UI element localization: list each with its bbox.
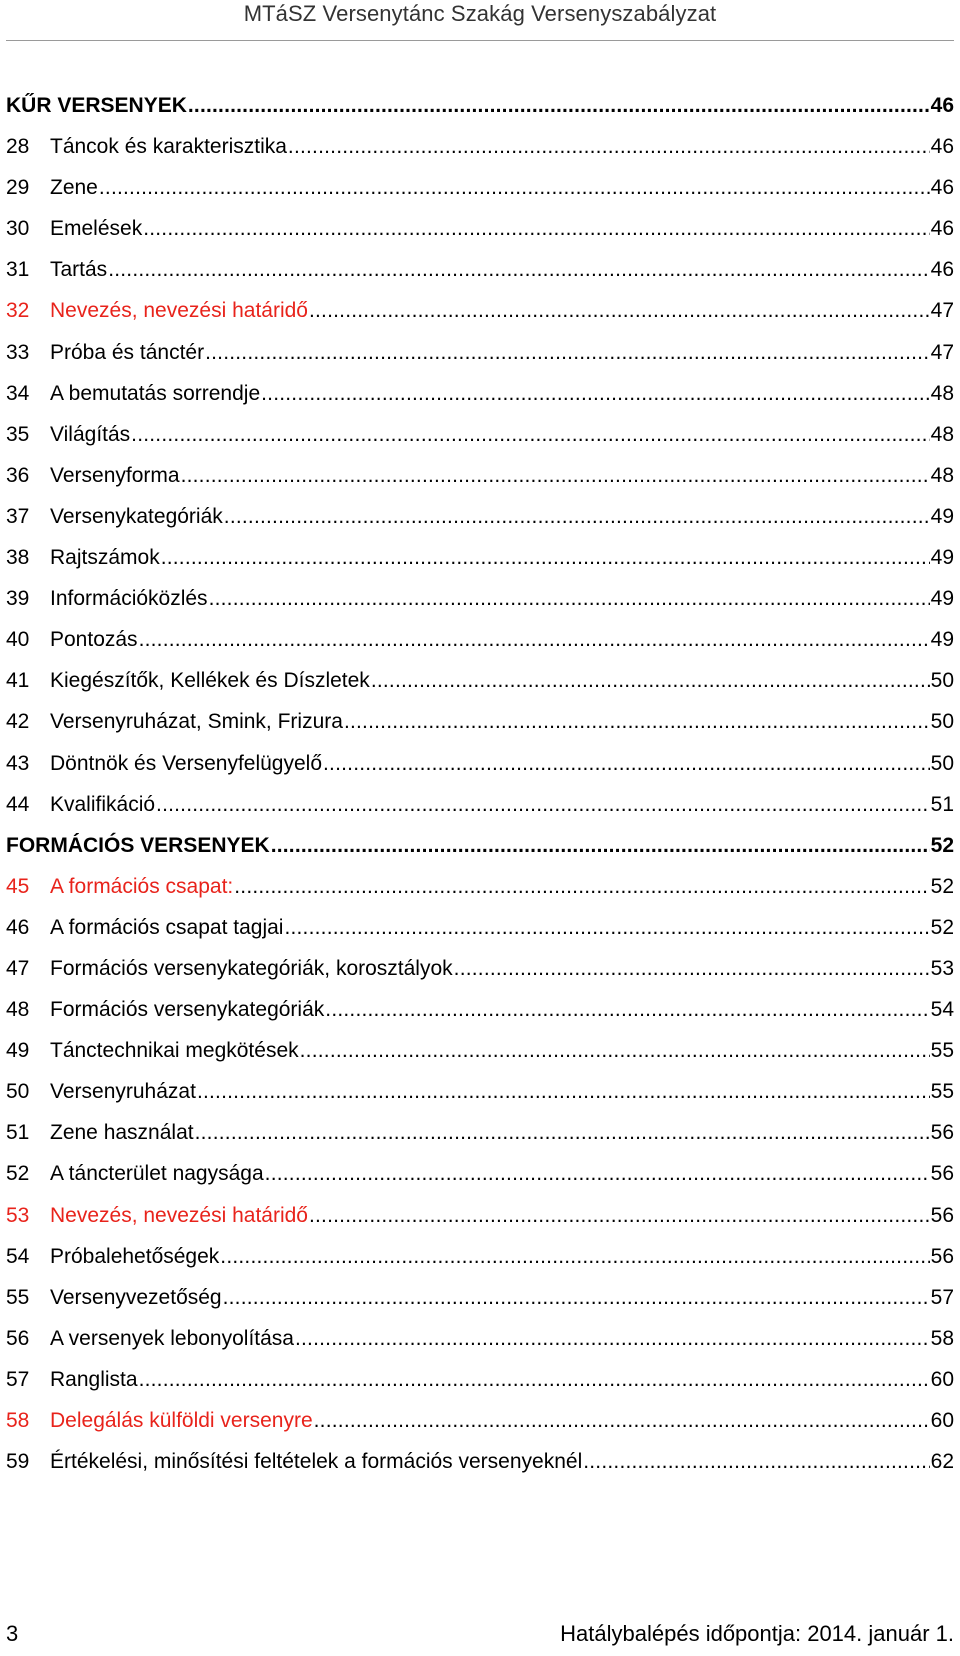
- toc-entry-number: 49: [6, 1039, 30, 1063]
- toc-entry-title: Világítás: [50, 422, 131, 446]
- toc-entry-page-number: 46: [930, 94, 954, 117]
- toc-entry[interactable]: [6, 290, 954, 331]
- toc-entry-number: 42: [6, 710, 30, 734]
- toc-entry[interactable]: [6, 1318, 954, 1359]
- toc-entry-title: Delegálás külföldi versenyre: [50, 1409, 313, 1432]
- toc-entry-title: Versenyruházat: [50, 1080, 196, 1104]
- toc-entry[interactable]: [6, 578, 954, 619]
- toc-entry[interactable]: [6, 907, 954, 948]
- toc-entry-title: Értékelési, minősítési feltételek a formációs versenyeknél: [50, 1450, 583, 1474]
- toc-entry-number: 48: [6, 998, 30, 1022]
- dot-leader: [271, 825, 930, 866]
- toc-entry-title: Versenyforma: [50, 463, 180, 487]
- page-number: 3: [6, 1621, 19, 1646]
- toc-entry-page-number: 46: [930, 135, 954, 159]
- toc-entry[interactable]: [6, 1236, 954, 1277]
- toc-entry-page-number: 46: [930, 258, 954, 282]
- toc-entry-title: Ranglista: [50, 1367, 138, 1391]
- toc-entry-title: Pontozás: [50, 628, 138, 652]
- toc-entry[interactable]: [6, 1195, 954, 1236]
- toc-entry-title: Versenyruházat, Smink, Frizura: [50, 710, 343, 734]
- toc-entry-page-number: 49: [930, 504, 954, 528]
- toc-entry[interactable]: [6, 1153, 954, 1194]
- toc-entry-page-number: 52: [930, 874, 954, 898]
- dot-leader: [181, 455, 930, 496]
- toc-entry-number: 44: [6, 792, 30, 816]
- toc-entry-page-number: 53: [930, 956, 954, 980]
- table-of-contents: [6, 85, 954, 1482]
- dot-leader: [131, 414, 929, 455]
- toc-entry[interactable]: [6, 373, 954, 414]
- toc-entry-title: Versenykategóriák: [50, 504, 223, 528]
- toc-entry-number: 58: [6, 1409, 30, 1432]
- toc-entry-title: Tánctechnikai megkötések: [50, 1039, 299, 1063]
- toc-entry-number: 36: [6, 463, 30, 487]
- toc-entry-title: Formációs versenykategóriák: [50, 998, 325, 1022]
- toc-entry-page-number: 56: [930, 1121, 954, 1145]
- toc-entry[interactable]: [6, 1441, 954, 1482]
- page-footer: [6, 1621, 954, 1647]
- dot-leader: [309, 1195, 930, 1236]
- toc-entry-number: 45: [6, 874, 30, 898]
- dot-leader: [265, 1153, 930, 1194]
- dot-leader: [139, 1359, 930, 1400]
- dot-leader: [220, 1236, 929, 1277]
- toc-entry[interactable]: [6, 743, 954, 784]
- toc-entry-number: 51: [6, 1121, 30, 1145]
- toc-entry-page-number: 49: [930, 546, 954, 570]
- toc-entry-title: Kvalifikáció: [50, 792, 156, 816]
- effective-date: Hatálybalépés időpontja: 2014. január 1.: [560, 1621, 954, 1646]
- toc-entry-page-number: 52: [930, 833, 954, 857]
- toc-entry[interactable]: [6, 1277, 954, 1318]
- toc-entry[interactable]: [6, 332, 954, 373]
- toc-entry-page-number: 56: [930, 1162, 954, 1186]
- toc-entry-page-number: 48: [930, 381, 954, 405]
- toc-entry-title: Nevezés, nevezési határidő: [50, 299, 308, 323]
- toc-entry-number: 47: [6, 956, 30, 980]
- toc-entry-title: A bemutatás sorrendje: [50, 381, 261, 405]
- toc-entry-number: 39: [6, 587, 30, 611]
- toc-entry-page-number: 49: [930, 587, 954, 611]
- toc-entry-page-number: 56: [930, 1244, 954, 1268]
- toc-entry[interactable]: [6, 660, 954, 701]
- dot-leader: [156, 784, 930, 825]
- toc-entry-title: KŰR VERSENYEK: [6, 94, 187, 117]
- toc-entry-number: 30: [6, 217, 30, 241]
- toc-entry-page-number: 55: [930, 1080, 954, 1104]
- toc-entry-number: 38: [6, 546, 30, 570]
- toc-entry-number: 46: [6, 915, 30, 939]
- toc-entry[interactable]: [6, 208, 954, 249]
- dot-leader: [300, 1030, 930, 1071]
- header-divider: [6, 40, 954, 41]
- toc-entry-title: Információközlés: [50, 587, 208, 611]
- dot-leader: [224, 496, 930, 537]
- toc-entry-page-number: 49: [930, 628, 954, 652]
- toc-entry-title: Próba és tánctér: [50, 340, 205, 364]
- dot-leader: [209, 578, 930, 619]
- toc-entry[interactable]: [6, 1400, 954, 1441]
- dot-leader: [108, 249, 929, 290]
- toc-entry-number: 32: [6, 299, 30, 323]
- dot-leader: [261, 373, 930, 414]
- toc-entry[interactable]: [6, 619, 954, 660]
- toc-entry[interactable]: [6, 126, 954, 167]
- dot-leader: [314, 1400, 930, 1441]
- toc-entry-page-number: 46: [930, 217, 954, 241]
- dot-leader: [161, 537, 930, 578]
- toc-entry-title: Táncok és karakterisztika: [50, 135, 287, 159]
- toc-entry-title: Tartás: [50, 258, 108, 282]
- toc-entry[interactable]: [6, 414, 954, 455]
- dot-leader: [197, 1071, 930, 1112]
- toc-entry-title: A versenyek lebonyolítása: [50, 1326, 294, 1350]
- toc-entry-title: Kiegészítők, Kellékek és Díszletek: [50, 669, 370, 693]
- toc-entry-page-number: 48: [930, 463, 954, 487]
- dot-leader: [295, 1318, 930, 1359]
- toc-entry-number: 56: [6, 1326, 30, 1350]
- toc-entry[interactable]: [6, 455, 954, 496]
- dot-leader: [325, 989, 929, 1030]
- dot-leader: [188, 85, 930, 126]
- dot-leader: [143, 208, 929, 249]
- toc-entry-page-number: 47: [930, 340, 954, 364]
- page-header: [0, 1, 960, 27]
- toc-entry[interactable]: [6, 1112, 954, 1153]
- toc-entry-page-number: 51: [930, 792, 954, 816]
- toc-section-heading[interactable]: [6, 825, 954, 866]
- toc-entry-title: Emelések: [50, 217, 143, 241]
- toc-entry[interactable]: [6, 537, 954, 578]
- toc-entry-number: 57: [6, 1367, 30, 1391]
- toc-entry-page-number: 50: [930, 710, 954, 734]
- dot-leader: [454, 948, 930, 989]
- toc-entry-title: Versenyvezetőség: [50, 1285, 222, 1309]
- toc-entry-number: 55: [6, 1285, 30, 1309]
- toc-entry[interactable]: [6, 496, 954, 537]
- toc-entry-number: 40: [6, 628, 30, 652]
- toc-entry[interactable]: [6, 1030, 954, 1071]
- dot-leader: [234, 866, 929, 907]
- dot-leader: [223, 1277, 930, 1318]
- toc-entry-title: Formációs versenykategóriák, korosztályok: [50, 956, 453, 980]
- toc-entry-number: 54: [6, 1244, 30, 1268]
- toc-entry-title: Nevezés, nevezési határidő: [50, 1203, 308, 1227]
- toc-entry-number: 34: [6, 381, 30, 405]
- toc-entry-number: 33: [6, 340, 30, 364]
- toc-entry-title: Zene használat: [50, 1121, 194, 1145]
- dot-leader: [323, 743, 930, 784]
- toc-entry-page-number: 57: [930, 1285, 954, 1309]
- toc-entry-page-number: 50: [930, 669, 954, 693]
- toc-entry[interactable]: [6, 167, 954, 208]
- dot-leader: [309, 290, 930, 331]
- toc-entry-page-number: 50: [930, 751, 954, 775]
- dot-leader: [99, 167, 930, 208]
- dot-leader: [195, 1112, 930, 1153]
- toc-entry-page-number: 62: [930, 1450, 954, 1474]
- toc-entry-title: Rajtszámok: [50, 546, 160, 570]
- toc-section-heading[interactable]: [6, 85, 954, 126]
- document-title: MTáSZ Versenytánc Szakág Versenyszabályzat: [243, 1, 717, 26]
- toc-entry-title: Döntnök és Versenyfelügyelő: [50, 751, 323, 775]
- toc-entry-page-number: 47: [930, 299, 954, 323]
- toc-entry[interactable]: [6, 948, 954, 989]
- toc-entry-number: 43: [6, 751, 30, 775]
- dot-leader: [344, 701, 930, 742]
- toc-entry-title: FORMÁCIÓS VERSENYEK: [6, 833, 270, 857]
- toc-entry-page-number: 46: [930, 176, 954, 200]
- toc-entry-number: 37: [6, 504, 30, 528]
- toc-entry-page-number: 48: [930, 422, 954, 446]
- toc-entry-title: A formációs csapat:: [50, 874, 234, 898]
- toc-entry[interactable]: [6, 1071, 954, 1112]
- dot-leader: [371, 660, 930, 701]
- toc-entry[interactable]: [6, 866, 954, 907]
- toc-entry[interactable]: [6, 701, 954, 742]
- toc-entry-page-number: 58: [930, 1326, 954, 1350]
- toc-entry-number: 35: [6, 422, 30, 446]
- toc-entry-page-number: 55: [930, 1039, 954, 1063]
- toc-entry-page-number: 52: [930, 915, 954, 939]
- dot-leader: [288, 126, 930, 167]
- dot-leader: [205, 332, 930, 373]
- dot-leader: [284, 907, 929, 948]
- toc-entry[interactable]: [6, 1359, 954, 1400]
- toc-entry-page-number: 60: [930, 1367, 954, 1391]
- toc-entry[interactable]: [6, 989, 954, 1030]
- toc-entry-page-number: 54: [930, 998, 954, 1022]
- toc-entry-title: A formációs csapat tagjai: [50, 915, 284, 939]
- toc-entry-number: 59: [6, 1450, 30, 1474]
- toc-entry-title: Próbalehetőségek: [50, 1244, 220, 1268]
- toc-entry-number: 28: [6, 135, 30, 159]
- toc-entry[interactable]: [6, 784, 954, 825]
- toc-entry-number: 29: [6, 176, 30, 200]
- toc-entry-page-number: 56: [930, 1203, 954, 1227]
- toc-entry-title: Zene: [50, 176, 98, 200]
- toc-entry-number: 41: [6, 669, 30, 693]
- toc-entry-number: 31: [6, 258, 30, 282]
- toc-entry-number: 50: [6, 1080, 30, 1104]
- toc-entry[interactable]: [6, 249, 954, 290]
- toc-entry-title: A táncterület nagysága: [50, 1162, 264, 1186]
- toc-entry-number: 53: [6, 1203, 30, 1227]
- toc-entry-number: 52: [6, 1162, 30, 1186]
- dot-leader: [139, 619, 930, 660]
- dot-leader: [583, 1441, 929, 1482]
- toc-entry-page-number: 60: [930, 1409, 954, 1432]
